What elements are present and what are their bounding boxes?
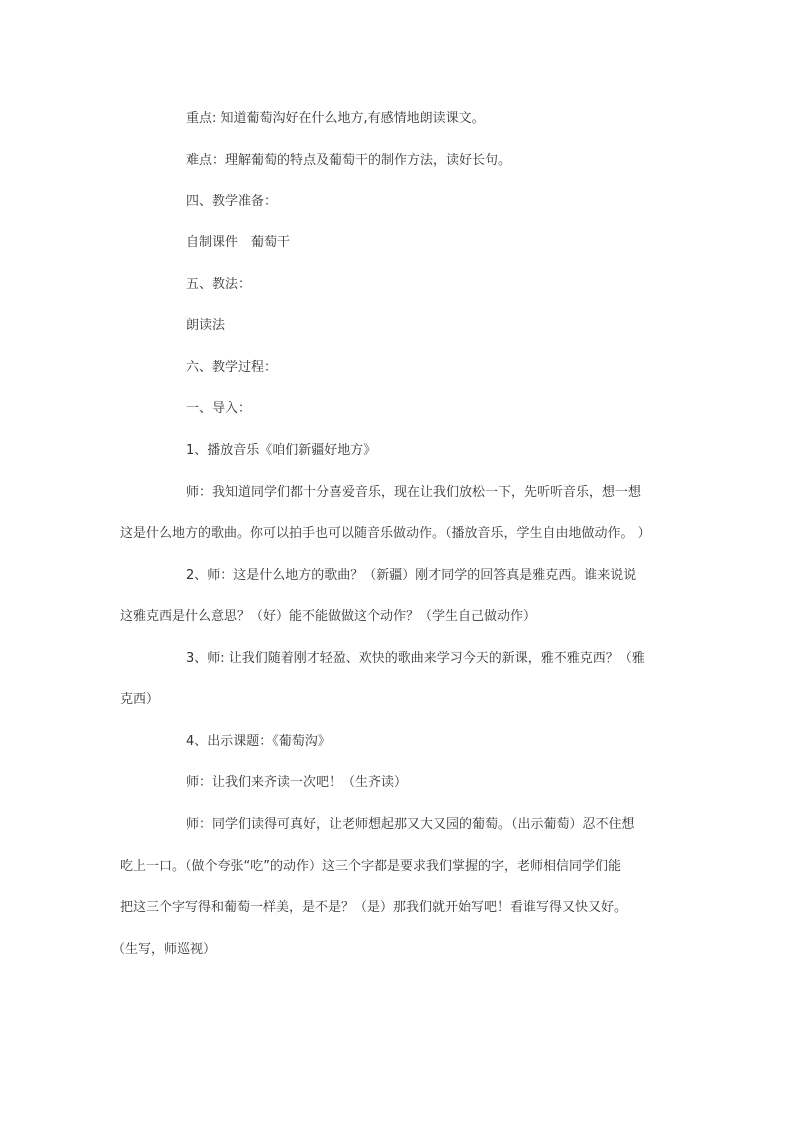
paragraph-line: 师：同学们读得可真好，让老师想起那又大又园的葡萄。（出示葡萄）忍不住想 (186, 817, 635, 832)
step-4-line: 4、出示课题：《葡萄沟》 (186, 734, 331, 749)
paragraph-line: 师：让我们来齐读一次吧！（生齐读） (186, 775, 408, 790)
difficulty-line: 难点：理解葡萄的特点及葡萄干的制作方法，读好长句。 (186, 153, 512, 168)
step-2-line: 2、师：这是什么地方的歌曲？（新疆）刚才同学的回答真是雅克西。谁来说说 (186, 568, 637, 583)
subsection-heading-intro: 一、导入： (186, 401, 252, 416)
paragraph-line: 把这三个字写得和葡萄一样美，是不是？（是）那我们就开始写吧！看谁写得又快又好。 (120, 900, 628, 915)
paragraph-line: （生写，师巡视） (112, 942, 217, 957)
preparation-items: 自制课件 葡萄干 (186, 235, 291, 250)
key-point-line: 重点: 知道葡萄沟好在什么地方,有感情地朗读课文。 (186, 111, 485, 126)
paragraph-line: 师：我知道同学们都十分喜爱音乐，现在让我们放松一下，先听听音乐，想一想 (186, 485, 642, 500)
paragraph-line: 克西） (120, 692, 160, 707)
paragraph-line: 这雅克西是什么意思？（好）能不能做做这个动作？（学生自己做动作） (120, 609, 537, 624)
paragraph-line: 吃上一口。（做个夸张“吃”的动作）这三个字都是要求我们掌握的字，老师相信同学们能 (120, 859, 621, 874)
section-heading-process: 六、教学过程： (186, 360, 278, 375)
paragraph-line: 这是什么地方的歌曲。你可以拍手也可以随音乐做动作。（播放音乐，学生自由地做动作。 ） (120, 526, 651, 541)
step-3-line: 3、师: 让我们随着刚才轻盈、欢快的歌曲来学习今天的新课，雅不雅克西？（雅 (186, 651, 645, 666)
section-heading-method: 五、教法： (186, 277, 252, 292)
method-item: 朗读法 (186, 318, 226, 333)
section-heading-preparation: 四、教学准备： (186, 194, 278, 209)
step-1-line: 1、播放音乐《咱们新疆好地方》 (186, 443, 377, 458)
